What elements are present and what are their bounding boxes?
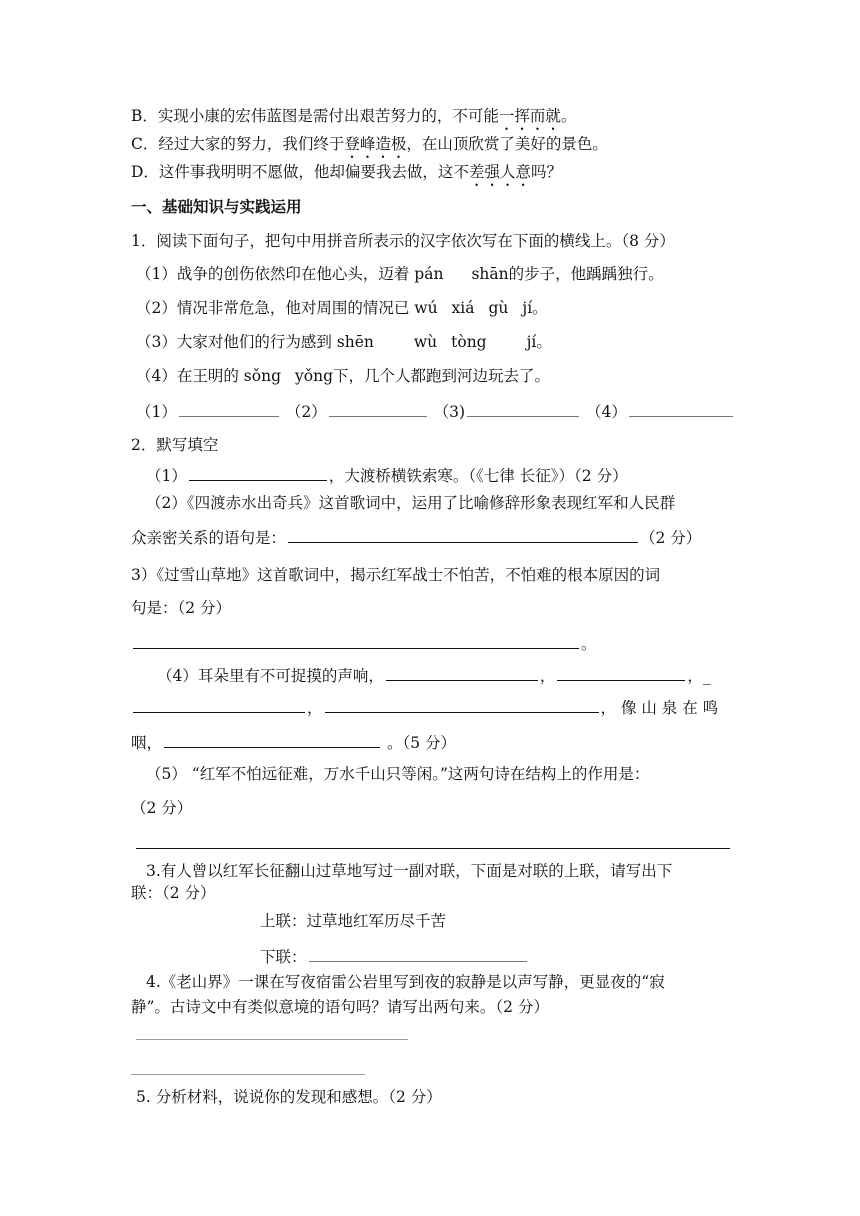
q2-p4-comma: ，	[307, 699, 323, 717]
q2-part-5-line2: （2 分）	[131, 799, 193, 817]
q2-p3-blank[interactable]	[133, 630, 579, 649]
q4-answer-line-1[interactable]	[136, 1039, 408, 1040]
option-c-text: C．经过大家的努力，我们终于	[131, 135, 345, 153]
q2-p2-text: 众亲密关系的语句是：	[131, 529, 287, 547]
q3-upper-couplet: 上联：过草地红军历尽千苦	[260, 912, 447, 930]
q2-p2-blank[interactable]	[288, 524, 638, 543]
pinyin: wú	[414, 299, 438, 317]
q1-s3-text: （3）大家对他们的行为感到	[136, 333, 337, 351]
option-d-end: 吗？	[530, 163, 562, 181]
q2-part-4-line1	[157, 662, 711, 688]
q2-title: 2．默写填空	[131, 436, 219, 454]
pinyin: gù	[488, 299, 509, 317]
option-c	[131, 132, 608, 162]
answer-blank-4[interactable]	[629, 398, 733, 417]
q2-p4-blank-1[interactable]	[386, 662, 538, 681]
option-c-end: ，在山顶欣赏了美好的景色。	[406, 135, 608, 153]
q1-answer-row	[136, 398, 735, 424]
option-b-end: 。	[560, 107, 577, 125]
q2-p5-answer-line[interactable]	[136, 848, 730, 849]
option-d-text: D．这件事我明明不愿做，他却偏要我去做，这不	[131, 163, 469, 181]
option-d-idiom: 差强人意	[468, 163, 531, 181]
q2-p1-num: （1）	[146, 467, 187, 485]
q2-p4-blank-5[interactable]	[164, 729, 380, 748]
answer-label: （2）	[285, 403, 327, 421]
q1-sentence-4	[136, 364, 550, 388]
q1-sentence-2	[136, 296, 548, 320]
q2-part-3-answer	[131, 630, 597, 656]
option-c-idiom: 登峰造极	[344, 135, 407, 153]
section-title: 一、基础知识与实践运用	[131, 197, 302, 216]
q4-line1: 4.《老山界》一课在写夜宿雷公岩里写到夜的寂静是以声写静，更显夜的“寂	[146, 973, 665, 991]
answer-blank-1[interactable]	[179, 398, 279, 417]
q2-p1-text: ，大渡桥横铁索寒。（《七律 长征》）（2 分）	[328, 467, 628, 485]
option-b	[131, 104, 576, 134]
q1-s4-end: 下，几个人都跑到河边玩去了。	[333, 367, 551, 385]
answer-label: （3)	[433, 403, 466, 421]
q1-s1-end: 的步子，他踽踽独行。	[508, 265, 664, 283]
q1-s3-end: 。	[536, 333, 552, 351]
q2-p2-score: （2 分）	[640, 529, 702, 547]
answer-label: （1）	[136, 403, 177, 421]
q2-p4-comma: ，	[539, 667, 556, 685]
q1-s4-text: （4）在王明的	[136, 367, 244, 385]
q1-sentence-1	[136, 262, 664, 286]
q2-part-3-line2: 句是：（2 分）	[131, 599, 232, 617]
q4-answer-line-2[interactable]	[131, 1074, 365, 1075]
pinyin: pán	[414, 265, 444, 283]
option-d	[131, 160, 562, 190]
q2-p4-comma: ，_	[687, 667, 711, 685]
q1-s2-end: 。	[532, 299, 548, 317]
q2-part-4-line3	[131, 729, 456, 755]
q2-part-3-line1: 3）《过雪山草地》这首歌词中，揭示红军战士不怕苦，不怕难的根本原因的词	[131, 566, 661, 584]
q1-sentence-3	[136, 330, 552, 354]
answer-blank-2[interactable]	[329, 398, 427, 417]
q2-p4-score: 。（5 分）	[382, 734, 456, 752]
option-b-text: B．实现小康的宏伟蓝图是需付出艰苦努力的，不可能	[131, 107, 499, 125]
q2-p4-blank-4[interactable]	[325, 694, 599, 713]
q2-p4-tail: ， 像 山 泉 在 鸣	[600, 699, 719, 717]
answer-blank-3[interactable]	[467, 398, 579, 417]
pinyin: jí	[526, 333, 537, 351]
q2-p4-text: （4）耳朵里有不可捉摸的声响，	[157, 667, 384, 685]
q3-lower-blank[interactable]	[309, 943, 527, 962]
pinyin: xiá	[451, 299, 475, 317]
pinyin: shēn	[336, 333, 374, 351]
q3-lower-couplet	[260, 943, 529, 969]
q2-part-1	[146, 462, 628, 488]
pinyin: tòng	[451, 333, 487, 351]
pinyin: sǒng	[243, 367, 281, 385]
q4-line2: 静”。古诗文中有类似意境的语句吗？请写出两句来。（2 分）	[131, 998, 549, 1016]
answer-label: （4）	[585, 403, 627, 421]
pinyin: wù	[413, 333, 438, 351]
q2-part-2-line2	[131, 524, 701, 550]
option-b-idiom: 一挥而就	[498, 107, 561, 125]
q2-p4-text: 咽，	[131, 734, 163, 752]
pinyin: jí	[522, 299, 533, 317]
q2-p4-blank-3[interactable]	[133, 694, 305, 713]
q2-p4-blank-2[interactable]	[557, 662, 685, 681]
q2-p3-end: 。	[581, 635, 597, 653]
q2-part-2-line1: （2）《四渡赤水出奇兵》这首歌词中，运用了比喻修辞形象表现红军和人民群	[146, 494, 676, 512]
pinyin: yǒng	[295, 367, 333, 385]
q1-s1-text: （1）战争的创伤依然印在他心头，迈着	[136, 265, 415, 283]
q1-stem: 1．阅读下面句子，把句中用拼音所表示的汉字依次写在下面的横线上。（8 分）	[131, 232, 675, 250]
q2-part-4-line2	[131, 694, 718, 720]
q3-line1: 3.有人曾以红军长征翻山过草地写过一副对联，下面是对联的上联，请写出下	[146, 862, 673, 880]
q5-line1: 5. 分析材料，说说你的发现和感想。（2 分）	[136, 1088, 442, 1106]
q1-s2-text: （2）情况非常危急，他对周围的情况已	[136, 299, 415, 317]
q3-lower-label: 下联：	[260, 948, 307, 966]
q3-line2: 联：（2 分）	[131, 884, 216, 902]
pinyin: shān	[471, 265, 509, 283]
q2-p1-blank[interactable]	[189, 462, 327, 481]
q2-part-5-line1: （5） “红军不怕远征难，万水千山只等闲。”这两句诗在结构上的作用是：	[146, 765, 650, 783]
